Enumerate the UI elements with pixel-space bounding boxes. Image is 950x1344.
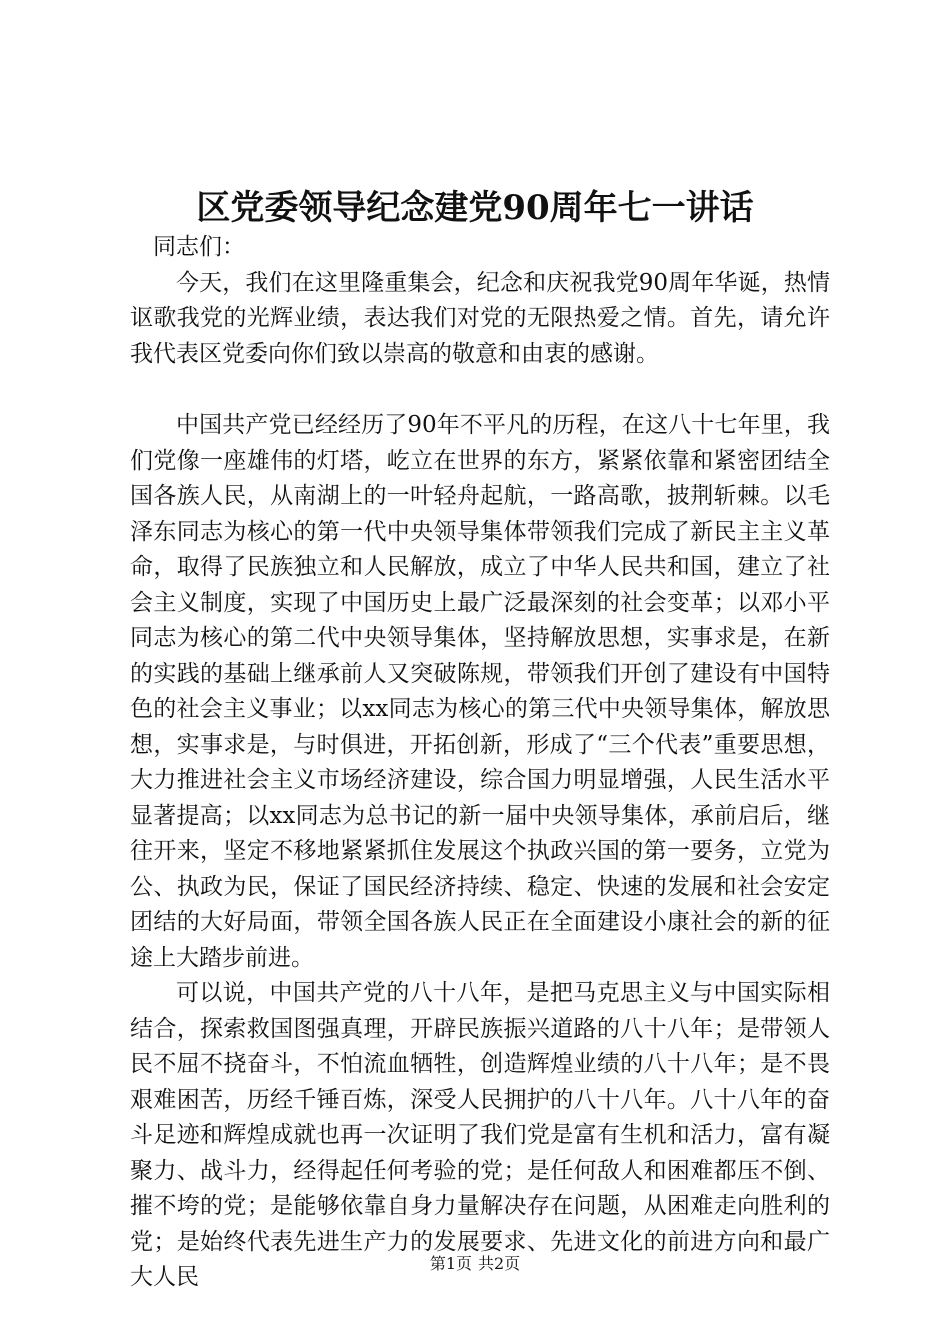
paragraph-2: 中国共产党已经经历了90年不平凡的历程，在这八十七年里，我们党像一座雄伟的灯塔，屹立在世界的东方，紧紧依靠和紧密团结全国各族人民，从南湖上的一叶轻舟起航，一路高歌，披荆斩棘。以毛泽东同志为核心的第一代中央领导集体带领我们完成了新民主主义革命，取得了民族独立和人民解放，成立了中华人民共和国，建立了社会主义制度，实现了中国历史上最广泛最深刻的社会变革；以邓小平同志为核心的第二代中央领导集体，坚持解放思想，实事求是，在新的实践的基础上继承前人又突破陈规，带领我们开创了建设有中国特色的社会主义事业；以xx同志为核心的第三代中央领导集体，解放思想，实事求是，与时俱进，开拓创新，形成了“三个代表”重要思想，大力推进社会主义市场经济建设，综合国力明显增强，人民生活水平显著提高；以xx同志为总书记的新一届中央领导集体，承前启后，继往开来，坚定不移地紧紧抓住发展这个执政兴国的第一要务，立党为公、执政为民，保证了国民经济持续、稳定、快速的发展和社会安定团结的大好局面，带领全国各族人民正在全面建设小康社会的新的征途上大踏步前进。 — [130, 412, 830, 971]
document-title: 区党委领导纪念建党90周年七一讲话 — [196, 188, 754, 228]
page-total: 共2页 — [478, 1254, 521, 1273]
paragraph-3: 可以说，中国共产党的八十八年，是把马克思主义与中国实际相结合，探索救国图强真理，开辟民族振兴道路的八十八年；是带领人民不屈不挠奋斗，不怕流血牺牲，创造辉煌业绩的八十八年；是不畏艰难困苦，历经千锤百炼，深受人民拥护的八十八年。八十八年的奋斗足迹和辉煌成就也再一次证明了我们党是富有生机和活力，富有凝聚力、战斗力，经得起任何考验的党；是任何敌人和困难都压不倒、摧不垮的党；是能够依靠自身力量解决存在问题，从困难走向胜利的党；是始终代表先进生产力的发展要求、先进文化的前进方向和最广大人民 — [130, 980, 830, 1290]
greeting: 同志们： — [153, 234, 245, 260]
page-number: 第1页 — [429, 1254, 472, 1273]
paragraph-1: 今天，我们在这里隆重集会，纪念和庆祝我党90周年华诞，热情讴歌我党的光辉业绩，表达我们对党的无限热爱之情。首先，请允许我代表区党委向你们致以崇高的敬意和由衷的感谢。 — [130, 269, 830, 367]
page-footer — [0, 1252, 950, 1276]
document-body — [130, 230, 830, 1296]
